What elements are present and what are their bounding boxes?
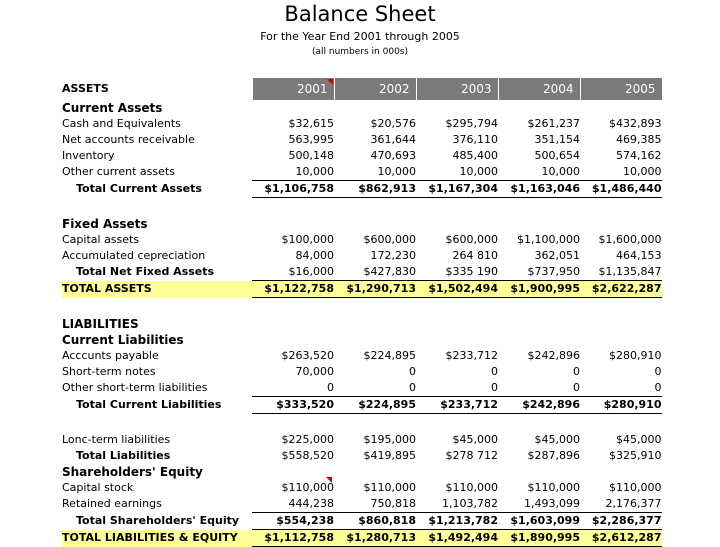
row-label: Acccunts payable: [62, 349, 159, 362]
cell-value[interactable]: 1,103,782: [442, 497, 498, 510]
cell-value[interactable]: $16,000: [288, 265, 334, 278]
grand-total-row: [62, 281, 662, 298]
cell-value[interactable]: $110,000: [363, 481, 416, 494]
cell-value[interactable]: $1,603,099: [498, 513, 580, 530]
row-label: Inventory: [62, 149, 115, 162]
table-row: [62, 380, 662, 397]
cell-value[interactable]: $242,896: [527, 349, 580, 362]
cell-value[interactable]: $1,167,304: [416, 181, 498, 198]
cell-value[interactable]: $1,290,713: [334, 281, 416, 298]
cell-value[interactable]: 362,051: [534, 249, 580, 262]
fixed-assets-heading: Fixed Assets: [62, 217, 148, 231]
equity-heading: Shareholders' Equity: [62, 465, 203, 479]
row-label: Total Liabilities: [76, 449, 171, 462]
total-row: [62, 448, 662, 464]
spacer-row: [62, 198, 662, 217]
cell-value[interactable]: $110,000: [281, 481, 334, 494]
cell-value[interactable]: 444,238: [288, 497, 334, 510]
cell-value[interactable]: 0: [573, 365, 580, 378]
cell-value[interactable]: $261,237: [527, 117, 580, 130]
comment-indicator-icon[interactable]: [326, 477, 332, 483]
header-row: [62, 78, 662, 100]
cell-value[interactable]: $2,286,377: [580, 513, 662, 530]
cell-value[interactable]: $110,000: [445, 481, 498, 494]
total-row: [62, 513, 662, 530]
cell-value[interactable]: $862,913: [334, 181, 416, 198]
cell-value[interactable]: $280,910: [609, 349, 662, 362]
cell-value[interactable]: 0: [654, 365, 662, 378]
table-row: [62, 480, 662, 496]
cell-value[interactable]: $280,910: [580, 397, 662, 414]
cell-value[interactable]: $32,615: [288, 117, 334, 130]
table-row: [62, 116, 662, 132]
cell-value[interactable]: $1,900,995: [498, 281, 580, 298]
cell-value[interactable]: 172,230: [370, 249, 416, 262]
table-row: [62, 248, 662, 264]
year-header[interactable]: 2004: [498, 78, 580, 100]
cell-value[interactable]: 500,654: [534, 149, 580, 162]
cell-value[interactable]: 574,162: [616, 149, 662, 162]
cell-value[interactable]: 1,493,099: [524, 497, 580, 510]
comment-indicator-icon[interactable]: [327, 79, 333, 85]
cell-value[interactable]: $45,000: [452, 433, 498, 446]
cell-value[interactable]: $1,106,758: [252, 181, 334, 198]
cell-value[interactable]: $1,100,000: [517, 233, 580, 246]
row-label: Total Current Assets: [76, 182, 202, 195]
cell-value[interactable]: $860,818: [334, 513, 416, 530]
table-row: [62, 148, 662, 164]
row-label: Retained earnings: [62, 497, 162, 511]
cell-value[interactable]: $110,000: [609, 481, 662, 494]
assets-heading: ASSETS: [62, 82, 109, 95]
cell-value[interactable]: 10,000: [623, 165, 662, 178]
cell-value[interactable]: $1,486,440: [580, 181, 662, 198]
cell-value[interactable]: $287,896: [527, 449, 580, 462]
cell-value[interactable]: $2,612,287: [580, 530, 662, 547]
cell-value[interactable]: 70,000: [295, 365, 334, 378]
section-row: [62, 316, 662, 332]
cell-value[interactable]: 2,176,377: [605, 497, 662, 510]
cell-value[interactable]: $335 190: [445, 265, 498, 278]
table-row: [62, 232, 662, 248]
cell-value[interactable]: $110,000: [527, 481, 580, 494]
cell-value[interactable]: 469,385: [616, 133, 662, 146]
cell-value[interactable]: $1,280,713: [334, 530, 416, 547]
year-header[interactable]: 2001: [252, 78, 334, 100]
cell-value[interactable]: 0: [573, 381, 580, 394]
cell-value[interactable]: $45,000: [534, 433, 580, 446]
cell-value[interactable]: $1,600,000: [598, 233, 662, 246]
cell-value[interactable]: 10,000: [459, 165, 498, 178]
cell-value[interactable]: 0: [654, 381, 662, 394]
cell-value[interactable]: 0: [491, 365, 498, 378]
row-label: Total Shareholders' Equity: [76, 514, 240, 527]
cell-value[interactable]: $600,000: [363, 233, 416, 246]
cell-value[interactable]: 10,000: [377, 165, 416, 178]
cell-value[interactable]: $224,895: [334, 397, 416, 414]
cell-value[interactable]: $1,213,782: [416, 513, 498, 530]
section-row: [62, 332, 662, 348]
cell-value[interactable]: 10,000: [541, 165, 580, 178]
row-label: Cash and Equivalents: [62, 117, 181, 130]
cell-value[interactable]: $432,893: [609, 117, 662, 130]
year-header[interactable]: 2002: [334, 78, 416, 100]
grand-total-row: [62, 530, 662, 547]
cell-value[interactable]: $1,135,847: [598, 265, 662, 278]
cell-value[interactable]: $333,520: [252, 397, 334, 414]
cell-value[interactable]: 376,110: [452, 133, 498, 146]
cell-value[interactable]: 0: [327, 381, 334, 394]
total-row: [62, 397, 662, 414]
section-row: [62, 100, 662, 116]
cell-value[interactable]: 470,693: [370, 149, 416, 162]
cell-value[interactable]: 10,000: [295, 165, 334, 178]
row-label: TOTAL ASSETS: [62, 281, 252, 298]
cell-value[interactable]: $195,000: [363, 433, 416, 446]
row-label: Other current assets: [62, 165, 175, 179]
cell-value[interactable]: $1,163,046: [498, 181, 580, 198]
cell-value[interactable]: $554,238: [252, 513, 334, 530]
cell-value[interactable]: $427,830: [363, 265, 416, 278]
cell-value[interactable]: 0: [409, 381, 416, 394]
current-assets-heading: Current Assets: [62, 101, 163, 115]
section-row: [62, 216, 662, 232]
total-row: [62, 181, 662, 198]
cell-value[interactable]: 351,154: [534, 133, 580, 146]
cell-value[interactable]: $45,000: [616, 433, 662, 446]
liabilities-heading: LIABILITIES: [62, 317, 139, 331]
cell-value[interactable]: $233,712: [416, 397, 498, 414]
spacer-row: [62, 414, 662, 433]
table-row: [62, 132, 662, 148]
cell-value[interactable]: $278 712: [445, 449, 498, 462]
cell-value[interactable]: $242,896: [498, 397, 580, 414]
cell-value[interactable]: 361,644: [370, 133, 416, 146]
year-header[interactable]: 2005: [580, 78, 662, 100]
cell-value[interactable]: 750,818: [370, 497, 416, 510]
cell-value[interactable]: $225,000: [281, 433, 334, 446]
cell-value[interactable]: $100,000: [281, 233, 334, 246]
table-row: [62, 348, 662, 364]
units-note: (all numbers in 000s): [311, 47, 408, 57]
row-label: Total Net Fixed Assets: [76, 265, 215, 279]
cell-value[interactable]: 264 810: [452, 249, 498, 262]
cell-value[interactable]: $263,520: [281, 349, 334, 362]
table-row: [62, 496, 662, 513]
cell-value[interactable]: $1,890,995: [498, 530, 580, 547]
year-header[interactable]: 2003: [416, 78, 498, 100]
balance-sheet-table: [62, 78, 662, 547]
cell-value[interactable]: $558,520: [281, 449, 334, 462]
row-label: TOTAL LIABILITIES & EQUITY: [62, 530, 252, 547]
cell-value[interactable]: 485,400: [452, 149, 498, 162]
total-row: [62, 264, 662, 281]
row-label: Net accounts receivable: [62, 133, 195, 146]
cell-value[interactable]: 84,000: [295, 249, 334, 262]
cell-value[interactable]: 464,153: [616, 249, 662, 262]
row-label: Short-term notes: [62, 365, 156, 378]
cell-value[interactable]: 0: [491, 381, 498, 394]
row-label: Capital assets: [62, 233, 140, 246]
cell-value[interactable]: $419,895: [363, 449, 416, 462]
cell-value[interactable]: $600,000: [445, 233, 498, 246]
cell-value[interactable]: $2,622,287: [580, 281, 662, 298]
cell-value[interactable]: $20,576: [370, 117, 416, 130]
row-label: Lonc-term liabilities: [62, 433, 171, 446]
cell-value[interactable]: $737,950: [527, 265, 580, 278]
row-label: Total Current Liabilities: [76, 398, 222, 411]
row-label: Accumulated cepreciation: [62, 249, 206, 262]
row-label: Other short-term liabilities: [62, 381, 208, 395]
cell-value[interactable]: 563,995: [288, 133, 334, 146]
table-row: [62, 432, 662, 448]
table-row: [62, 164, 662, 181]
cell-value[interactable]: $233,712: [445, 349, 498, 362]
current-liabilities-heading: Current Liabilities: [62, 333, 184, 347]
cell-value[interactable]: $1,122,758: [252, 281, 334, 298]
cell-value[interactable]: $325,910: [609, 449, 662, 462]
cell-value[interactable]: 0: [409, 365, 416, 378]
cell-value[interactable]: $1,502,494: [416, 281, 498, 298]
row-label: Capital stock: [62, 481, 134, 494]
sheet-subtitle: For the Year End 2001 through 2005: [260, 30, 460, 43]
section-row: [62, 464, 662, 480]
cell-value[interactable]: $295,794: [445, 117, 498, 130]
cell-value[interactable]: $224,895: [363, 349, 416, 362]
spacer-row: [62, 298, 662, 317]
sheet-title: Balance Sheet: [284, 2, 436, 26]
cell-value[interactable]: 500,148: [288, 149, 334, 162]
table-row: [62, 364, 662, 380]
cell-value[interactable]: $1,492,494: [416, 530, 498, 547]
cell-value[interactable]: $1,112,758: [252, 530, 334, 547]
